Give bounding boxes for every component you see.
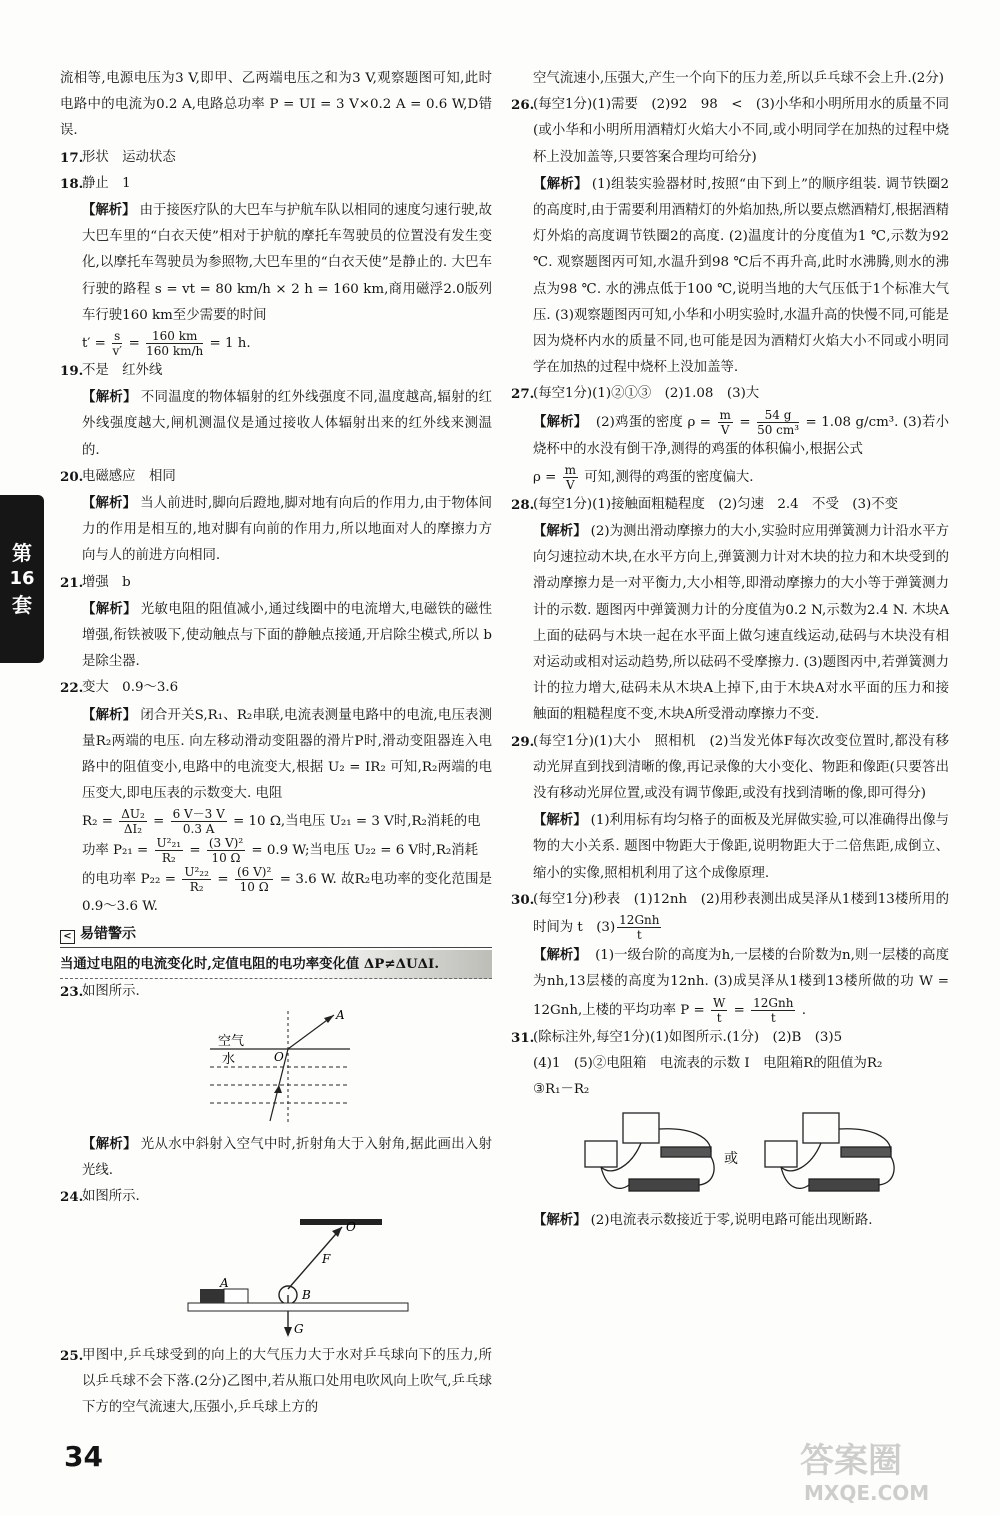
fraction <box>563 463 578 492</box>
analysis-text: 当人前进时,脚向后蹬地,脚对地有向后的作用力,由于物体间力的作用是相互的,地对脚有向前的作用力,所以地面对人的摩擦力方向与人的前进方向相同. <box>82 496 492 564</box>
numerator: (6 V)² <box>237 865 272 880</box>
answer-text: 如图所示. <box>82 983 140 999</box>
denominator: 10 Ω <box>211 851 241 866</box>
wire <box>879 1157 894 1185</box>
numerator: s <box>114 329 121 344</box>
formula-part: 的电功率 P₂₂ = <box>82 872 176 888</box>
watermark-logo <box>790 1432 990 1508</box>
gravity-g-label: G <box>294 1321 304 1336</box>
numerator: 54 g <box>757 408 799 423</box>
analysis-text: 由于接医疗队的大巴车与护航车队以相同的速度匀速行驶,故大巴车里的“白衣天使”相对于护航的摩托车驾驶员的位置没有发生变化,以摩托车驾驶员为参照物,大巴车里的“白衣天使”是静止的. 大巴车行驶的路程 s = vt = 80 km/h × 2 h = 160 km,商用磁浮2.0版列车行驶160 km至少需要的时间 <box>82 203 493 323</box>
point-o-label: O <box>274 1049 284 1064</box>
numerator: U²₂₂ <box>184 865 209 880</box>
analysis-label: 【解析】 <box>82 202 136 219</box>
denominator: v′ <box>112 344 123 359</box>
numerator: 12Gnh <box>619 913 660 928</box>
answer-text: (每空1分)(1)接触面粗糙程度 (2)匀速 2.4 不受 (3)不变 <box>533 496 898 512</box>
analysis-label: 【解析】 <box>82 600 137 617</box>
divider <box>60 947 492 948</box>
answer-21 <box>60 570 492 596</box>
answer-text: (每空1分)秒表 (1)12nh (2)用秒表测出成昊泽从1楼到13楼所用的时间为 t (3) <box>533 891 949 936</box>
point-o-label: O <box>346 1219 356 1234</box>
denominator: t <box>716 1010 722 1025</box>
denominator: 0.3 A <box>182 822 215 837</box>
voltmeter <box>765 1141 797 1167</box>
question-number: 22. <box>60 680 84 697</box>
answer-23 <box>60 979 492 1005</box>
fraction <box>718 408 733 437</box>
resistor-box <box>661 1147 711 1157</box>
denominator: 50 cm³ <box>757 422 800 437</box>
denominator: V <box>720 422 730 437</box>
answer-text: 静止 1 <box>82 175 131 191</box>
equals: = <box>733 1002 745 1018</box>
denominator: R₂ <box>189 880 204 895</box>
analysis-text: 闭合开关S,R₁、R₂串联,电流表测量电路中的电流,电压表测量R₂两端的电压. 向左移动滑动变阻器的滑片P时,滑动变阻器连入电路中的阻值变小,电路中的电流变大,根据 U₂ = IR₂ 可知,R₂两端的电压变大,即电压表的示数变大. 电阻 <box>82 707 493 802</box>
analysis-text: (2)为测出滑动摩擦力的大小,实验时应用弹簧测力计沿水平方向匀速拉动木块,在水平方向上,弹簧测力计对木块的拉力和木块受到的滑动摩擦力是一对平衡力,大小相等,即滑动摩擦力的大小等于弹簧测力计的示数. 题图丙中弹簧测力计的分度值为0.2 N,示数为2.4 N. 木块A上面的砝码与木块一起在水平面上做匀速直线运动,砝码与木块没有相对运动或相对运动趋势,所以砝码不受摩擦力. (3)题图丙中,若弹簧测力计的拉力增大,砝码未从木块A上掉下,由于木块A对水平面的压力和接触面的粗糙程度不变,木块A所受滑动摩擦力不变. <box>533 524 949 723</box>
numerator: (3 V)² <box>208 836 244 851</box>
equals: = <box>128 336 140 352</box>
question-number: 20. <box>60 468 84 485</box>
analysis-label: 【解析】 <box>82 495 137 512</box>
answer-30 <box>511 887 949 942</box>
numerator: m <box>564 462 577 477</box>
ball-b-label: B <box>302 1287 311 1302</box>
fraction <box>171 807 227 836</box>
analysis-30 <box>511 942 949 1024</box>
fraction <box>112 329 122 358</box>
formula-part: = 1.08 g/cm³. (3)若小烧杯中的水没有倒干净,测得的鸡蛋的体积偏小,根据公式 <box>533 414 950 457</box>
answer-31-line3: ③R₁－R₂ <box>533 1081 590 1097</box>
fraction <box>146 329 203 358</box>
answer-19 <box>60 358 492 384</box>
equals: = <box>153 814 165 830</box>
analysis-text: (1)一级台阶的高度为h,一层楼的台阶数为n,则一层楼的高度为nh,13层楼的高度为12nh. (3)成昊泽从1楼到13楼所做的功 W = 12Gnh,上楼的平均功率 <box>533 948 950 1018</box>
arrow-head <box>332 1227 342 1237</box>
answer-28 <box>511 492 949 518</box>
battery-pack <box>629 1179 699 1191</box>
force-diagram <box>60 1215 492 1339</box>
analysis-26 <box>511 171 949 382</box>
analysis-text: 光从水中斜射入空气中时,折射角大于入射角,据此画出入射光线. <box>82 1136 493 1179</box>
numerator: 160 km <box>146 329 203 344</box>
question-number: 24. <box>60 1189 84 1206</box>
question-number: 17. <box>60 149 84 166</box>
formula-r2 <box>60 807 492 836</box>
ammeter <box>803 1113 839 1143</box>
analysis-29 <box>511 807 949 887</box>
analysis-20 <box>60 490 492 570</box>
answer-22 <box>60 675 492 701</box>
air-label: 空气 <box>218 1033 245 1049</box>
block-a-part <box>224 1289 248 1303</box>
error-warning-box: 当通过电阻的电流变化时,定值电阻的电功率变化值 ΔP≠ΔUΔI. <box>60 950 492 979</box>
q25-continuation: 空气流速小,压强大,产生一个向下的压力差,所以乒乓球不会上升.(2分) <box>533 71 944 86</box>
error-warning-title <box>60 923 492 945</box>
answer-text: 增强 b <box>82 574 131 590</box>
arrow-head <box>284 1327 292 1337</box>
formula-p22 <box>60 865 492 920</box>
formula-part: t′ = <box>82 336 106 352</box>
fraction <box>757 408 799 437</box>
question-number: 31. <box>511 1029 535 1046</box>
denominator: ΔI₂ <box>123 822 143 837</box>
answer-text: 电磁感应 相同 <box>82 468 176 484</box>
question-number: 29. <box>511 733 535 750</box>
analysis-label: 【解析】 <box>82 389 137 406</box>
voltmeter <box>585 1141 617 1167</box>
block-a <box>200 1289 224 1303</box>
analysis-31 <box>511 1207 949 1234</box>
force-f-label: F <box>322 1251 331 1266</box>
formula-part: . <box>801 1002 806 1018</box>
formula-27b <box>511 463 949 492</box>
fraction <box>155 836 184 865</box>
formula-part: 功率 P₂₁ = <box>82 843 149 859</box>
denominator: 160 km/h <box>146 344 204 359</box>
analysis-label: 【解析】 <box>533 947 587 964</box>
answer-24 <box>60 1184 492 1210</box>
answer-31-line2: (4)1 (5)②电阻箱 电流表的示数 I 电阻箱R的阻值为R₂ <box>533 1055 883 1071</box>
denominator: 10 Ω <box>239 880 269 895</box>
refraction-diagram <box>60 1009 492 1127</box>
circuit-option-2 <box>765 1113 894 1191</box>
denominator: t <box>636 928 642 943</box>
set-number: 16 <box>9 568 35 589</box>
analysis-18 <box>60 197 492 329</box>
question-number: 19. <box>60 363 84 380</box>
answer-text: (每空1分)(1)大小 照相机 (2)当发光体F每次改变位置时,都没有移动光屏直到找到清晰的像,再记录像的大小变化、物距和像距(只要答出没有移动光屏位置,或没有调节像距,或没有找到清晰的像,即可得分) <box>533 733 949 802</box>
set-suffix: 套 <box>12 593 32 617</box>
svg-text:答案圈: 答案圈 <box>800 1441 902 1481</box>
fraction <box>751 996 795 1025</box>
analysis-label: 【解析】 <box>533 812 587 829</box>
answer-text: (除标注外,每空1分)(1)如图所示.(1分) (2)B (3)5 <box>533 1029 843 1045</box>
water-label: 水 <box>222 1051 236 1067</box>
formula-part: = 1 h. <box>209 336 251 352</box>
answer-text: 甲图中,乒乓球受到的向上的大气压力大于水对乒乓球向下的压力,所以乒乓球不会下落.(2分)乙图中,若从瓶口处用电吹风向上吹气,乒乓球下方的空气流速大,压强小,乒乓球上方的 <box>82 1347 492 1415</box>
denominator: t <box>770 1010 776 1025</box>
circuit-diagrams <box>511 1107 949 1203</box>
analysis-19 <box>60 384 492 464</box>
analysis-label: 【解析】 <box>82 706 137 723</box>
answer-17 <box>60 145 492 171</box>
analysis-text: (1)利用标有均匀格子的面板及光屏做实验,可以准确得出像与物的大小关系. 题图中物距大于像距,说明物距大于二倍焦距,成倒立、缩小的实像,照相机利用了这个成像原理. <box>533 813 949 881</box>
denominator: V <box>565 477 575 492</box>
svg-text:MXQE.COM: MXQE.COM <box>804 1481 930 1505</box>
answer-27 <box>511 381 949 407</box>
equals: = <box>217 872 229 888</box>
or-label: 或 <box>724 1151 738 1168</box>
resistor-box <box>841 1147 891 1157</box>
analysis-label: 【解析】 <box>533 523 587 540</box>
question-number: 26. <box>511 97 535 114</box>
numerator: ΔU₂ <box>121 807 145 822</box>
formula-part: = 3.6 W. 故R₂电功率的变化范围是0.9～3.6 W. <box>82 872 493 915</box>
answer-29 <box>511 729 949 808</box>
fraction <box>207 836 245 865</box>
equals: = <box>189 843 201 859</box>
answer-25 <box>60 1343 492 1422</box>
fraction <box>235 865 273 894</box>
analysis-23 <box>60 1131 492 1184</box>
denominator: R₂ <box>161 851 176 866</box>
page-number: 34 <box>64 1440 103 1473</box>
formula-18 <box>60 329 492 358</box>
analysis-label: 【解析】 <box>82 1135 137 1152</box>
arrow-head <box>274 1085 282 1093</box>
numerator: W <box>713 995 726 1010</box>
warning-icon: < <box>60 930 75 944</box>
circuit-option-1 <box>585 1113 714 1191</box>
question-number: 18. <box>60 175 84 192</box>
analysis-label: 【解析】 <box>533 175 588 192</box>
fraction <box>617 913 661 942</box>
right-column <box>511 66 949 1234</box>
question-number: 27. <box>511 386 535 403</box>
warning-title-text: 易错警示 <box>80 925 136 942</box>
formula-part: ρ = <box>533 469 557 485</box>
question-number: 21. <box>60 574 84 591</box>
set-label: 第 <box>12 541 32 565</box>
question-number: 25. <box>60 1347 84 1364</box>
set-number-tab <box>0 495 44 663</box>
analysis-27 <box>511 408 949 463</box>
numerator: 12Gnh <box>753 995 794 1010</box>
left-column <box>60 66 492 1421</box>
table-surface <box>188 1303 408 1311</box>
formula-part: = 10 Ω,当电压 U₂₁ = 3 V时,R₂消耗的电 <box>233 814 481 830</box>
wire <box>699 1157 714 1185</box>
block-a-label: A <box>220 1275 229 1290</box>
analysis-21 <box>60 596 492 676</box>
ammeter <box>623 1113 659 1143</box>
answer-26 <box>511 92 949 171</box>
analysis-label: 【解析】 <box>533 1212 587 1229</box>
fraction <box>182 865 211 894</box>
analysis-22 <box>60 702 492 808</box>
analysis-text: (1)组装实验器材时,按照“由下到上”的顺序组装. 调节铁圈2的高度时,由于需要利用酒精灯的外焰加热,所以要点燃酒精灯,根据酒精灯外焰的高度调节铁圈2的高度. (2)温度计的分度值为1 ℃,示数为92 ℃. 观察题图丙可知,水温升到98 ℃后不再升高,此时水沸腾,则水的沸点为98 ℃. 水的沸点低于100 ℃,说明当地的大气压低于1个标准大气压. (3)观察题图丙可知,小华和小明实验时,水温升高的快慢不同,可能是因为烧杯内水的质量不同,也可能是因为酒精灯火焰大小不同或小明同学在加热的过程中烧杯上没加盖等. <box>533 176 949 376</box>
numerator: U²₂₁ <box>156 836 182 851</box>
equals: = <box>739 414 751 430</box>
fraction <box>119 807 147 836</box>
answer-text: 如图所示. <box>82 1189 140 1205</box>
battery-pack <box>809 1179 879 1191</box>
ceiling <box>300 1219 382 1225</box>
analysis-text: (2)电流表示数接近于零,说明电路可能出现断路. <box>590 1213 873 1229</box>
answer-20 <box>60 464 492 490</box>
formula-part: P = <box>680 1002 705 1018</box>
q16-continuation: 流相等,电源电压为3 V,即甲、乙两端电压之和为3 V,观察题图可知,此时电路中的电流为0.2 A,电路总功率 P = UI = 3 V×0.2 A = 0.6 W,D错误. <box>60 71 492 139</box>
answer-18 <box>60 171 492 197</box>
formula-part: R₂ = <box>82 814 113 830</box>
analysis-text: 光敏电阻的阻值减小,通过线圈中的电流增大,电磁铁的磁性增强,衔铁被吸下,使动触点与下面的静触点接通,开启除尘模式,所以 b 是除尘器. <box>82 601 493 670</box>
answer-text: 变大 0.9～3.6 <box>82 680 179 696</box>
answer-text: (每空1分)(1)需要 (2)92 98 < (3)小华和小明所用水的质量不同(或小华和小明所用酒精灯火焰大小不同,或小明同学在加热的过程中烧杯上没加盖等,只要答案合理均可给分) <box>533 97 949 165</box>
numerator: m <box>719 407 731 422</box>
question-number: 28. <box>511 496 535 513</box>
answer-31 <box>511 1025 949 1051</box>
analysis-label: 【解析】 <box>533 413 588 430</box>
fraction <box>711 996 727 1025</box>
analysis-text: 不同温度的物体辐射的红外线强度不同,温度越高,辐射的红外线强度越大,闸机测温仪是通过接收人体辐射出来的红外线来测温的. <box>82 390 493 458</box>
question-number: 23. <box>60 983 84 1000</box>
numerator: 6 V－3 V <box>172 807 225 822</box>
rope-force-f <box>288 1227 342 1289</box>
point-a-label: A <box>336 1008 345 1022</box>
formula-p21 <box>60 836 492 865</box>
formula-part: (2)鸡蛋的密度 ρ = <box>595 414 712 430</box>
answer-text: (每空1分)(1)②①③ (2)1.08 (3)大 <box>533 386 760 402</box>
question-number: 30. <box>511 891 535 908</box>
analysis-28 <box>511 518 949 729</box>
formula-part: = 0.9 W;当电压 U₂₂ = 6 V时,R₂消耗 <box>251 843 479 859</box>
answer-text: 不是 红外线 <box>82 363 163 379</box>
answer-text: 形状 运动状态 <box>82 149 176 165</box>
formula-part: 可知,测得的鸡蛋的密度偏大. <box>584 469 754 485</box>
